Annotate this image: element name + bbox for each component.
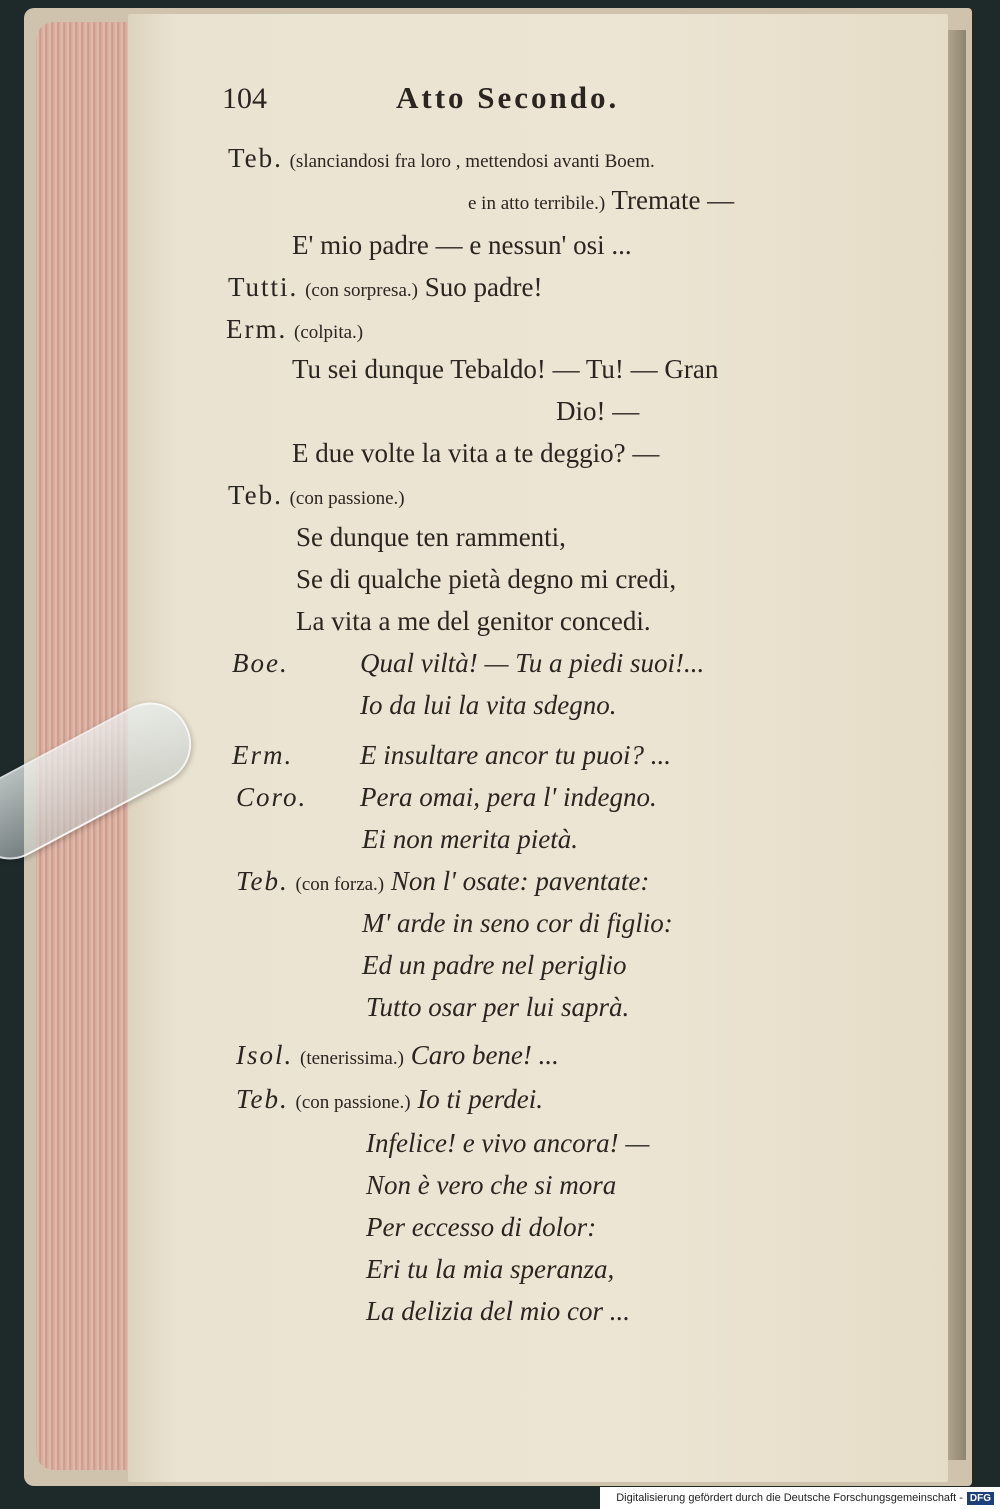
verse-line: Infelice! e vivo ancora! — [366, 1128, 650, 1158]
verse-line [232, 742, 671, 769]
verse-line [232, 650, 704, 677]
speaker-label: Erm. [226, 314, 288, 344]
verse-text: Qual viltà! — Tu a piedi suoi!... [360, 648, 705, 678]
verse-line [228, 274, 542, 301]
speaker-label: Boe. [232, 648, 289, 678]
verse-line: Ei non merita pietà. [362, 824, 578, 854]
verse-line: M' arde in seno cor di figlio: [362, 908, 673, 938]
verse-line [228, 145, 655, 172]
verse-line: Tutto osar per lui saprà. [366, 992, 630, 1022]
verse-line: La delizia del mio cor ... [366, 1296, 630, 1326]
speaker-label: Isol. [236, 1040, 294, 1070]
stage-direction: (colpita.) [294, 322, 364, 343]
dfg-logo-icon: DFG [967, 1492, 994, 1505]
verse-text: Pera omai, pera l' indegno. [360, 782, 657, 812]
stage-direction: (con forza.) [295, 874, 385, 895]
verse-line [236, 1042, 559, 1069]
verse-line: Se dunque ten rammenti, [296, 522, 566, 552]
speaker-label: Teb. [228, 143, 283, 173]
speaker-label: Coro. [236, 782, 308, 812]
stage-direction: (con sorpresa.) [305, 280, 418, 301]
verse-line [236, 1086, 543, 1113]
verse-line [468, 187, 734, 214]
speaker-label: Erm. [232, 740, 294, 770]
verse-line: E due volte la vita a te deggio? — [292, 438, 660, 468]
speaker-label: Teb. [236, 1084, 289, 1114]
verse-line: E' mio padre — e nessun' osi ... [292, 230, 632, 260]
verse-line: Dio! — [556, 396, 640, 426]
verse-text: Suo padre! [424, 272, 543, 302]
stage-direction: (con passione.) [295, 1092, 411, 1113]
verse-line [228, 482, 405, 509]
verse-text: E insultare ancor tu puoi? ... [360, 740, 671, 770]
stage-direction: (slanciandosi fra loro , mettendosi avanti Boem. [289, 151, 655, 172]
stage-direction: (tenerissima.) [300, 1048, 404, 1069]
verse-line [236, 784, 657, 811]
verse-line: La vita a me del genitor concedi. [296, 606, 651, 636]
speaker-label: Teb. [236, 866, 289, 896]
verse-line: Tu sei dunque Tebaldo! — Tu! — Gran [292, 354, 719, 384]
verse-line: Per eccesso di dolor: [366, 1212, 597, 1242]
verse-line: Eri tu la mia speranza, [366, 1254, 615, 1284]
verse-line: Io da lui la vita sdegno. [360, 690, 617, 720]
verse-line [226, 316, 363, 343]
digitization-footer [600, 1487, 1000, 1509]
verse-text: Non l' osate: paventate: [390, 866, 650, 896]
speaker-label: Teb. [228, 480, 283, 510]
verse-line: Non è vero che si mora [366, 1170, 617, 1200]
verse-text: Io ti perdei. [417, 1084, 544, 1114]
funding-credit: Digitalisierung gefördert durch die Deutsche Forschungsgemeinschaft - [616, 1492, 963, 1504]
stage-direction: e in atto terribile.) [468, 193, 606, 214]
verse-line [236, 868, 649, 895]
verse-text: Tremate — [611, 185, 735, 215]
running-title: Atto Secondo. [396, 80, 620, 115]
speaker-label: Tutti. [228, 272, 299, 302]
page-number: 104 [222, 82, 267, 115]
verse-line: Ed un padre nel periglio [362, 950, 627, 980]
stage-direction: (con passione.) [289, 488, 405, 509]
verse-text: Caro bene! ... [410, 1040, 559, 1070]
verse-line: Se di qualche pietà degno mi credi, [296, 564, 677, 594]
